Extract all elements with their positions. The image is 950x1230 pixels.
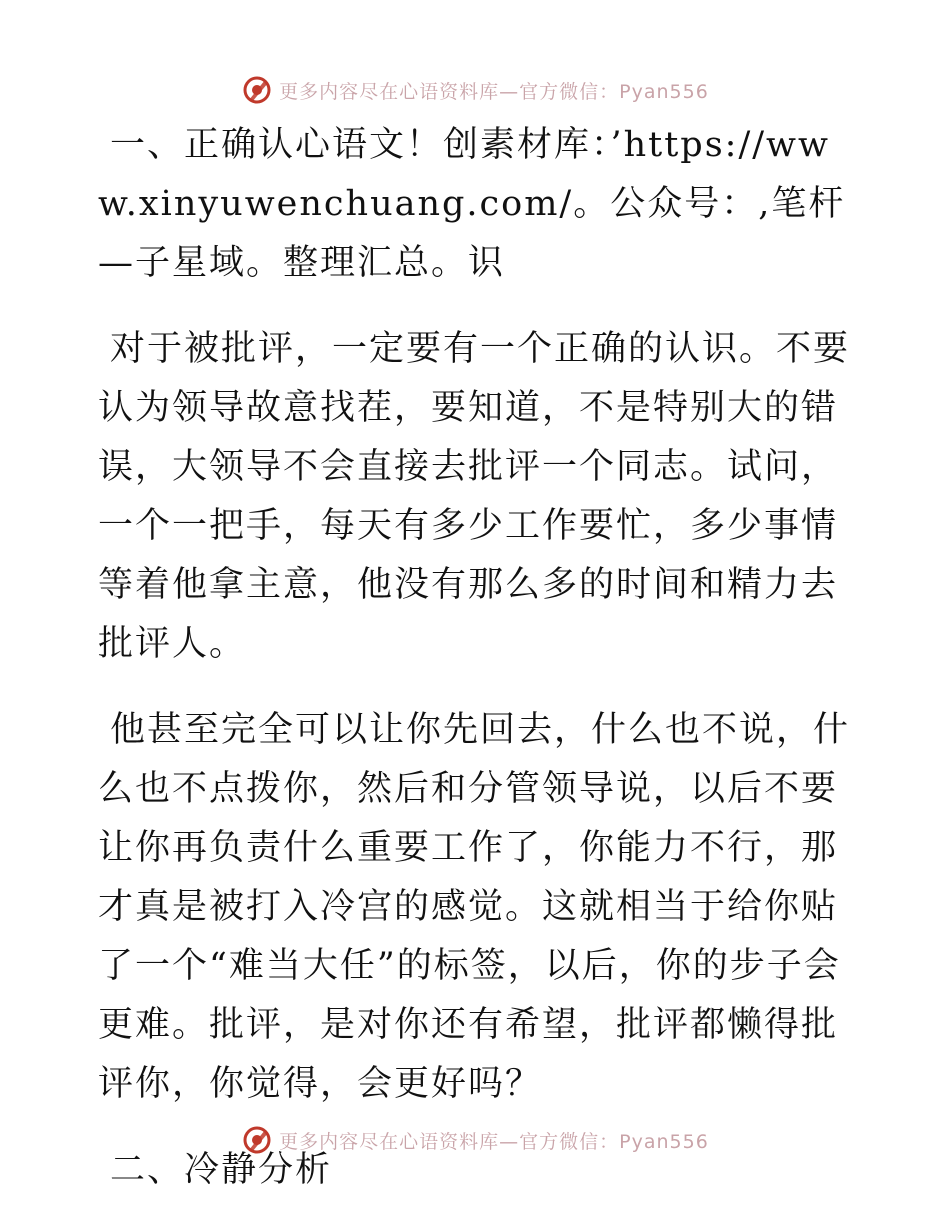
document-body (98, 116, 858, 1200)
paragraph-2: 对于被批评，一定要有一个正确的认识。不要认为领导故意找茬，要知道，不是特别大的错误，大领导不会直接去批评一个同志。试问，一个一把手，每天有多少工作要忙，多少事情等着他拿主意，他没有那么多的时间和精力去批评人。 (98, 329, 851, 664)
header-banner (0, 70, 950, 110)
footer-banner (0, 1120, 950, 1160)
quill-seal-icon (241, 74, 273, 106)
footer-banner-text: 更多内容尽在心语资料库—官方微信：Pyan556 (279, 1130, 709, 1153)
header-banner-text: 更多内容尽在心语资料库—官方微信：Pyan556 (279, 80, 709, 103)
quill-seal-icon (241, 1124, 273, 1156)
paragraph-1: 一、正确认心语文！创素材库：’https://www.xinyuwenchuang.com/。公众号：,笔杆—子星域。整理汇总。识 (98, 125, 846, 283)
section-heading: 二、冷静分析 (110, 1150, 333, 1190)
paragraph-3: 他甚至完全可以让你先回去，什么也不说，什么也不点拨你，然后和分管领导说，以后不要让你再负责什么重要工作了，你能力不行，那才真是被打入冷宫的感觉。这就相当于给你贴了一个“难当大任”的标签，以后，你的步子会更难。批评，是对你还有希望，批评都懒得批评你，你觉得，会更好吗？ (98, 710, 851, 1104)
